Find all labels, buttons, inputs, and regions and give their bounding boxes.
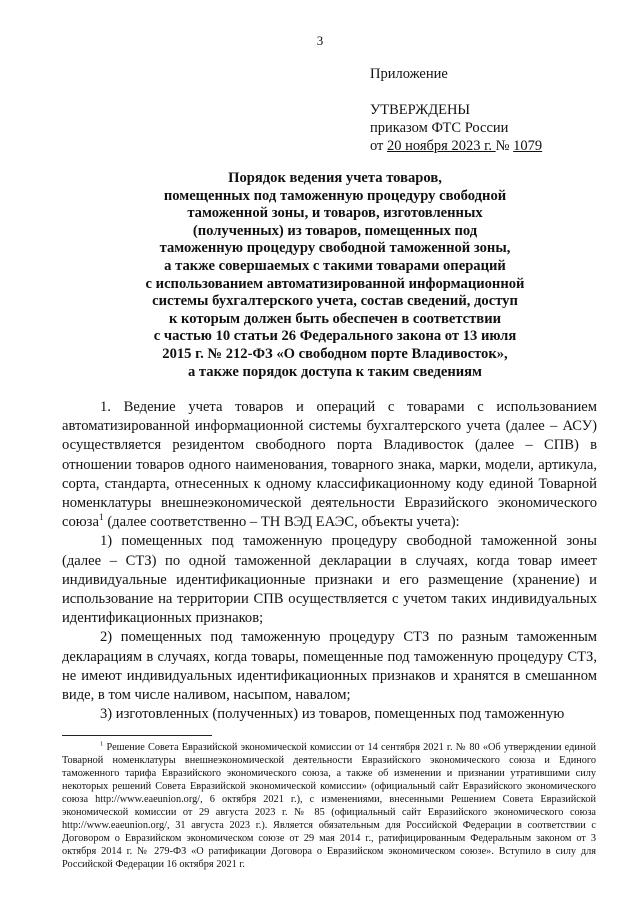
title-line: 2015 г. № 212-ФЗ «О свободном порте Владивосток»,	[162, 345, 508, 362]
footnote	[62, 741, 596, 871]
page-number: 3	[316, 33, 324, 48]
title-line: Порядок ведения учета товаров,	[228, 170, 442, 186]
list-item-1: 1) помещенных под таможенную процедуру свободной таможенной зоны (далее – СТЗ) по одной таможенной декларации в случаях, когда товар имеет индивидуальные идентификационные признаки и его размещение (хранение) и использование на территории СПВ осуществляется с учетом таких индивидуальных идентификационных признаков;	[62, 533, 597, 627]
order-number: 1079	[513, 138, 543, 154]
approved-label: УТВЕРЖДЕНЫ	[370, 102, 471, 118]
title-line: системы бухгалтерского учета, состав сведений, доступ	[152, 293, 518, 310]
number-prefix: №	[495, 138, 514, 154]
order-date-line	[370, 137, 542, 155]
footnote-separator	[62, 735, 212, 736]
body-text	[62, 398, 597, 724]
list-item-3: 3) изготовленных (полученных) из товаров, помещенных под таможенную	[100, 706, 565, 723]
order-date: 20 ноября 2023 г.	[387, 138, 496, 154]
paragraph-1-tail: (далее соответственно – ТН ВЭД ЕАЭС, объекты учета):	[103, 514, 460, 531]
document-title	[80, 170, 590, 381]
order-label: приказом ФТС России	[370, 120, 509, 136]
footnote-marker: 1	[100, 740, 104, 748]
title-line: а также порядок доступа к таким сведениям	[187, 363, 482, 380]
title-line: помещенных под таможенную процедуру свободной	[163, 187, 507, 204]
title-line: с частью 10 статьи 26 Федерального закона от 13 июля	[153, 328, 517, 345]
appendix-label: Приложение	[370, 66, 448, 82]
title-line: таможенную процедуру свободной таможенной зоны,	[159, 240, 511, 257]
footnote-ref: 1	[98, 513, 104, 524]
paragraph-1-text: 1. Ведение учета товаров и операций с товарами с использованием автоматизированной информационной системы бухгалтерского учета (далее – АСУ) осуществляется резидентом свободного порта Владивосток (далее – СПВ) в отношении товаров одного наименования, товарного знака, марки, модели, артикула, сорта, стандарта, отнесенных к одному классификационному коду единой Товарной номенклатуры внешнеэкономической деятельности Евразийского экономического союза	[62, 399, 597, 531]
footnote-text: Решение Совета Евразийской экономической комиссии от 14 сентября 2021 г. № 80 «Об утверждении единой Товарной номенклатуры внешнеэкономической деятельности Евразийского экономического союза и Единого таможенного тарифа Евразийского экономического союза, а также об изменении и признании утратившими силу некоторых решений Совета Евразийской экономической комиссии» (официальный сайт Евразийского экономического союза http://www.eaeunion.org/, 6 октября 2021 г.), с изменениями, внесенными Решением Совета Евразийской экономической комиссии от 29 августа 2023 г. № 85 (официальный сайт Евразийского экономического союза http://www.eaeunion.org/, 31 августа 2023 г.). Является обязательным для Российской Федерации в соответствии с Договором о Евразийском экономическом союзе от 29 мая 2014 г., ратифицированным Федеральным законом от 3 октября 2014 г. № 279-ФЗ «О ратификации Договора о Евразийском экономическом союзе». Вступило в силу для Российской Федерации 16 октября 2021 г.	[62, 742, 596, 870]
title-line: к которым должен быть обеспечен в соответствии	[168, 310, 502, 327]
title-line: с использованием автоматизированной информационной	[145, 275, 525, 292]
title-line: а также совершаемых с такими товарами операций	[164, 257, 506, 274]
title-line: таможенной зоны, и товаров, изготовленных	[187, 205, 483, 222]
paragraph-1	[62, 398, 597, 532]
title-line: (полученных) из товаров, помещенных под	[192, 222, 478, 239]
date-prefix: от	[370, 138, 388, 154]
list-item-2: 2) помещенных под таможенную процедуру СТЗ по разным таможенным декларациям в случаях, когда товары, помещенные под таможенную процедуру СТЗ, не имеют индивидуальных идентификационных признаков и хранятся в смешанном виде, в том числе наливом, насыпом, навалом;	[62, 629, 597, 704]
